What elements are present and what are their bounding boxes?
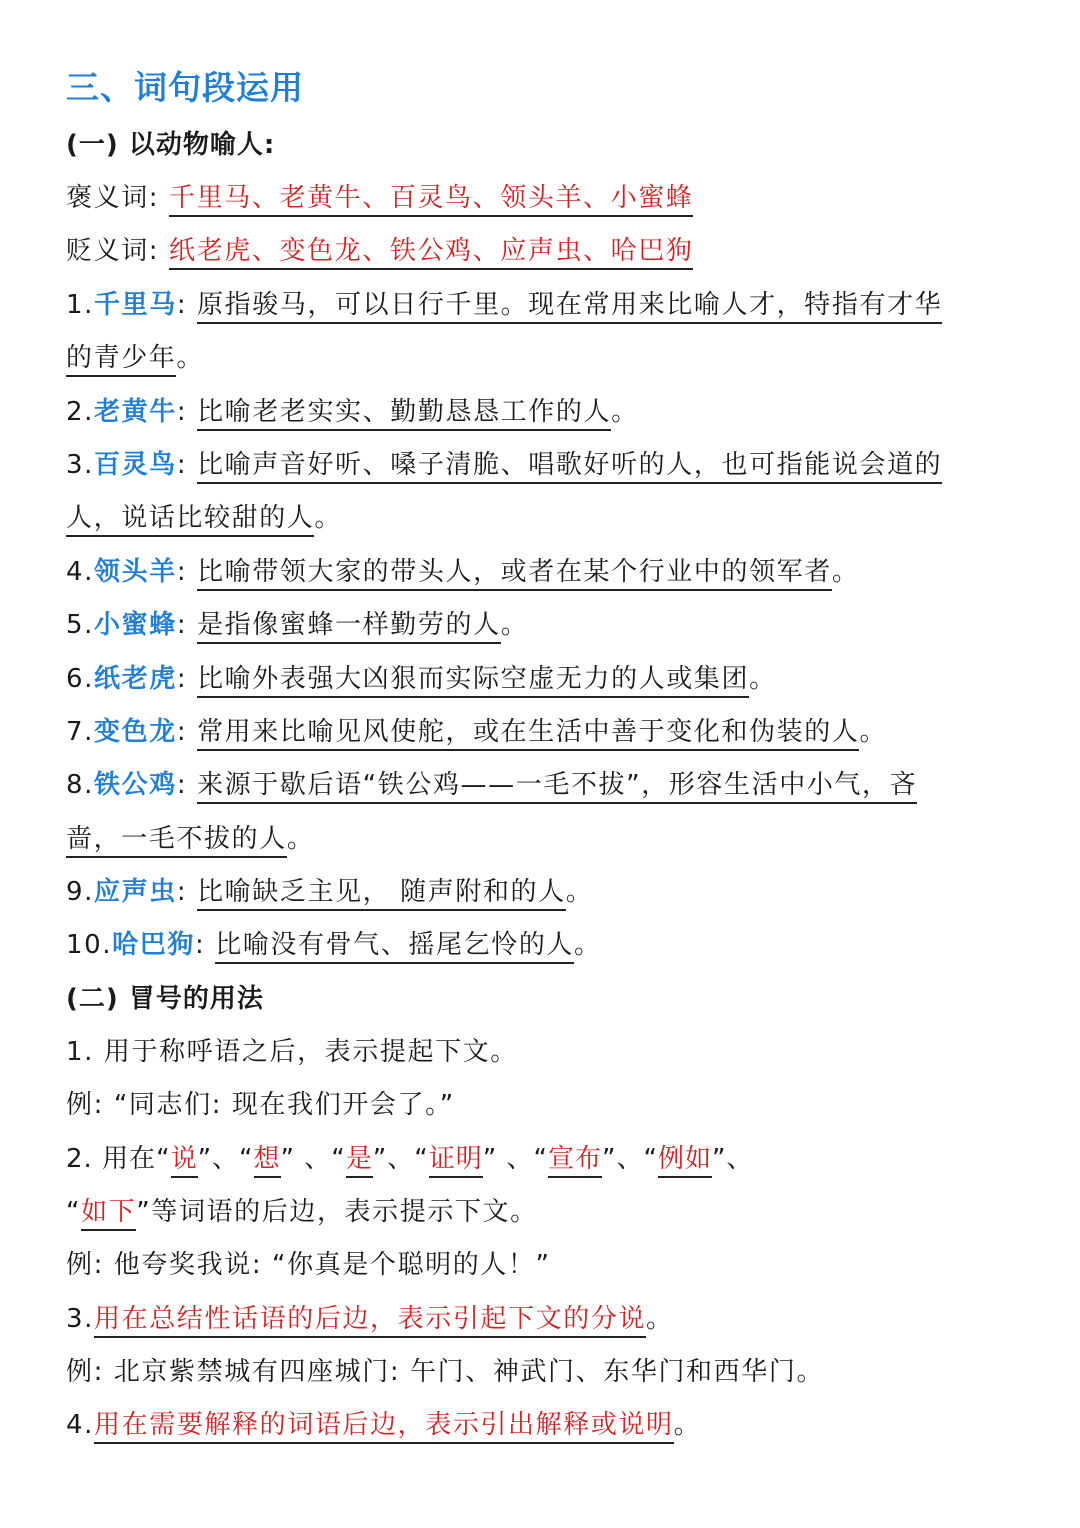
rule-2-continuation — [66, 1192, 538, 1232]
item-end: 。 — [176, 343, 205, 373]
item-definition-cont: 人，说话比较甜的人 — [66, 503, 314, 537]
item-number: 1. — [66, 290, 95, 320]
list-item-continuation — [66, 498, 342, 538]
quote-sep: ”、 — [711, 1144, 754, 1174]
item-end: 。 — [574, 930, 602, 960]
item-end: 。 — [611, 397, 639, 427]
item-end: 。 — [286, 824, 315, 854]
list-item — [66, 712, 887, 752]
quote-open: “ — [66, 1197, 82, 1227]
list-item — [66, 392, 639, 432]
list-item — [66, 659, 777, 699]
rule-4-text: 用在需要解释的词语后边，表示引出解释或说明 — [94, 1410, 674, 1444]
item-colon: : — [176, 717, 188, 747]
list-item — [66, 552, 860, 592]
list-item — [66, 925, 602, 965]
derog-label: 贬义词: — [66, 236, 160, 266]
item-number: 5. — [66, 610, 95, 640]
list-item — [66, 872, 593, 912]
item-number: 2. — [66, 397, 95, 427]
item-term: 应声虫 — [94, 877, 177, 907]
keyword-ruxia: 如下 — [81, 1197, 136, 1231]
list-item — [66, 765, 917, 805]
keyword-shi: 是 — [346, 1144, 373, 1178]
section2-heading: (二) 冒号的用法 — [66, 984, 264, 1014]
item-term: 百灵鸟 — [94, 450, 177, 480]
item-term: 小蜜蜂 — [94, 610, 177, 640]
list-item — [66, 605, 528, 645]
item-end: 。 — [565, 877, 594, 907]
quote-sep: ”、“ — [601, 1144, 658, 1174]
praise-words: 千里马、老黄牛、百灵鸟、领头羊、小蜜蜂 — [169, 183, 693, 217]
quote-sep: ” 、“ — [482, 1144, 548, 1174]
item-term: 铁公鸡 — [94, 770, 177, 800]
rule-3-number: 3. — [66, 1304, 95, 1334]
derog-words-line — [66, 231, 693, 271]
item-term: 纸老虎 — [94, 664, 177, 694]
derog-words: 纸老虎、变色龙、铁公鸡、应声虫、哈巴狗 — [169, 236, 693, 270]
keyword-xiang: 想 — [254, 1144, 281, 1178]
item-colon: : — [176, 397, 188, 427]
item-definition-cont: 啬，一毛不拔的人 — [66, 824, 287, 858]
item-definition: 是指像蜜蜂一样勤劳的人 — [197, 610, 501, 644]
rule-4-number: 4. — [66, 1410, 95, 1440]
keyword-xuanbu: 宣布 — [548, 1144, 602, 1178]
item-definition: 比喻声音好听、嗓子清脆、唱歌好听的人，也可指能说会道的 — [197, 450, 942, 484]
item-definition: 原指骏马，可以日行千里。现在常用来比喻人才，特指有才华 — [197, 290, 942, 324]
rule-1: 1. 用于称呼语之后，表示提起下文。 — [66, 1037, 518, 1067]
keyword-liru: 例如 — [658, 1144, 712, 1178]
item-definition: 比喻老老实实、勤勤恳恳工作的人 — [197, 397, 611, 431]
rule-2-number: 2. — [66, 1144, 93, 1174]
item-number: 3. — [66, 450, 95, 480]
item-colon: : — [176, 877, 188, 907]
rule-3-end: 。 — [646, 1304, 674, 1334]
item-definition: 比喻带领大家的带头人，或者在某个行业中的领军者 — [197, 557, 832, 591]
section1-heading: (一) 以动物喻人: — [66, 130, 276, 160]
list-item-continuation — [66, 338, 204, 378]
keyword-shuo: 说 — [171, 1144, 198, 1178]
rule-4-end: 。 — [673, 1410, 702, 1440]
item-end: 。 — [749, 664, 777, 694]
praise-label: 褒义词: — [66, 183, 160, 213]
item-colon: : — [176, 557, 188, 587]
item-colon: : — [176, 290, 188, 320]
item-end: 。 — [314, 503, 343, 533]
item-number: 8. — [66, 770, 95, 800]
list-item — [66, 285, 942, 325]
list-item — [66, 445, 942, 485]
example-3: 例: 北京紫禁城有四座城门: 午门、神武门、东华门和西华门。 — [66, 1357, 825, 1387]
rule-3-text: 用在总结性话语的后边，表示引起下文的分说 — [94, 1304, 646, 1338]
item-definition: 来源于歇后语“铁公鸡——一毛不拔”，形容生活中小气，吝 — [197, 770, 917, 804]
item-number: 4. — [66, 557, 95, 587]
item-definition: 比喻没有骨气、摇尾乞怜的人 — [215, 930, 574, 964]
example-2: 例: 他夸奖我说: “你真是个聪明的人！” — [66, 1250, 551, 1280]
item-end: 。 — [859, 717, 888, 747]
rule-4 — [66, 1405, 701, 1445]
item-colon: : — [176, 450, 188, 480]
item-definition: 比喻缺乏主见， 随声附和的人 — [197, 877, 566, 911]
praise-words-line — [66, 178, 693, 218]
example-1: 例: “同志们: 现在我们开会了。” — [66, 1090, 455, 1120]
keyword-zhengming: 证明 — [429, 1144, 483, 1178]
item-colon: : — [194, 930, 206, 960]
page-title: 三、词句段运用 — [66, 68, 304, 107]
item-number: 6. — [66, 664, 95, 694]
rule-3 — [66, 1299, 674, 1339]
item-definition: 常用来比喻见风使舵，或在生活中善于变化和伪装的人 — [197, 717, 859, 751]
rule-2-tail: ”等词语的后边，表示提示下文。 — [136, 1197, 538, 1227]
item-term: 哈巴狗 — [112, 930, 195, 960]
item-end: 。 — [500, 610, 529, 640]
rule-2-text: 用在“ — [92, 1144, 171, 1174]
item-number: 9. — [66, 877, 95, 907]
item-term: 变色龙 — [94, 717, 177, 747]
item-colon: : — [176, 610, 188, 640]
rule-2 — [66, 1139, 753, 1179]
list-item-continuation — [66, 819, 314, 859]
item-number: 10. — [66, 930, 113, 960]
item-number: 7. — [66, 717, 95, 747]
item-term: 领头羊 — [94, 557, 177, 587]
quote-sep: ”、“ — [197, 1144, 254, 1174]
item-colon: : — [176, 664, 188, 694]
item-term: 老黄牛 — [94, 397, 177, 427]
item-end: 。 — [831, 557, 860, 587]
item-definition-cont: 的青少年 — [66, 343, 176, 377]
item-definition: 比喻外表强大凶狠而实际空虚无力的人或集团 — [197, 664, 749, 698]
item-term: 千里马 — [94, 290, 177, 320]
quote-sep: ” 、“ — [280, 1144, 346, 1174]
item-colon: : — [176, 770, 188, 800]
quote-sep: ”、“ — [372, 1144, 429, 1174]
